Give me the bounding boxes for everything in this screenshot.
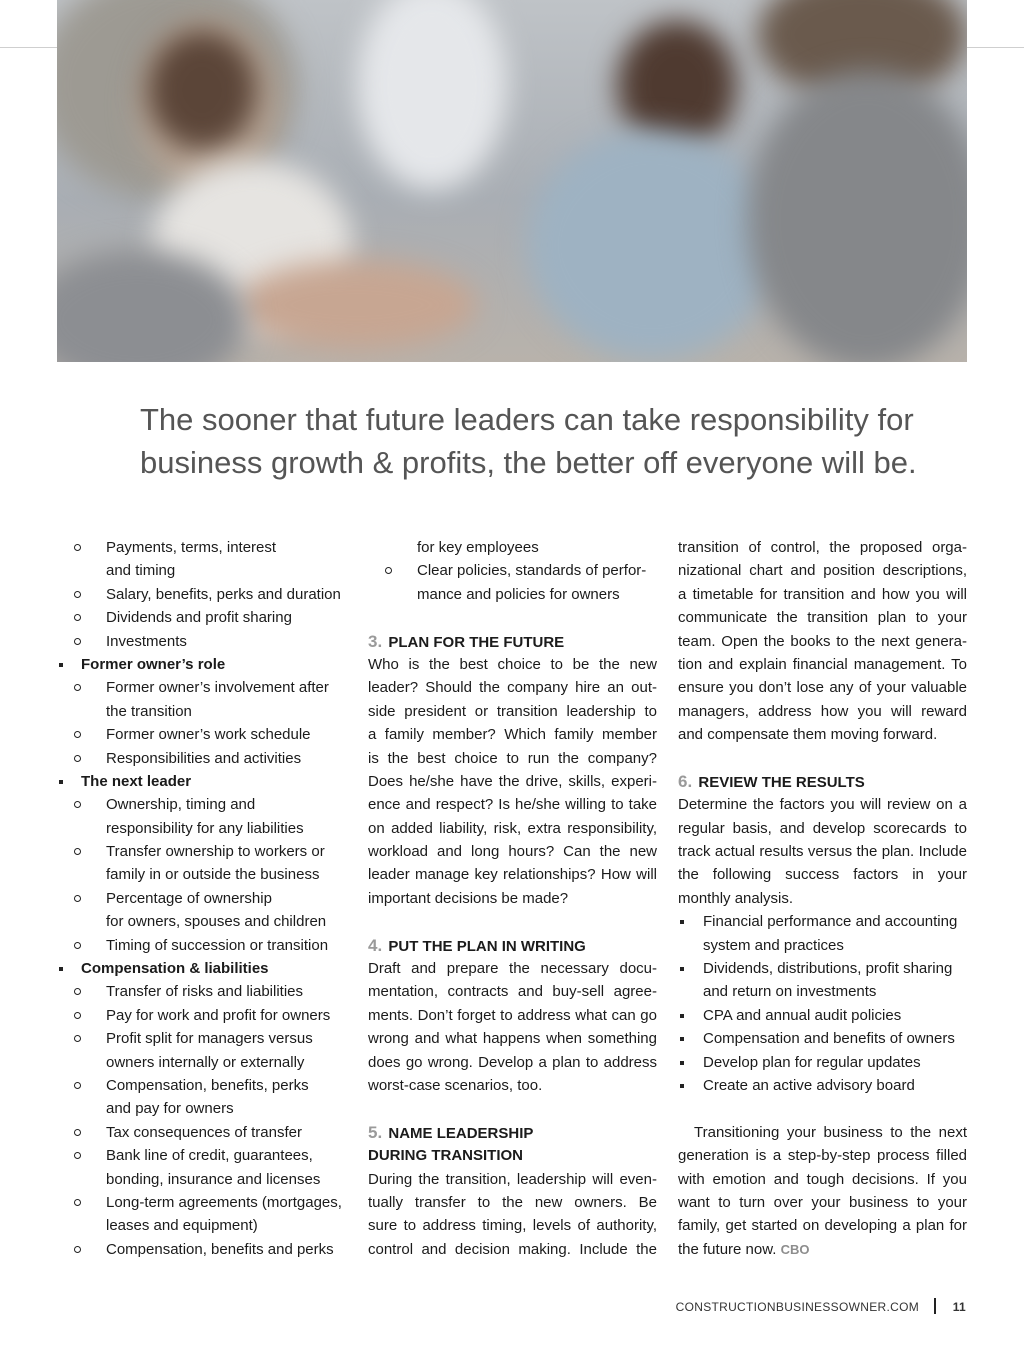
paragraph-line: does go wrong. Develop a plan to address xyxy=(368,1053,657,1071)
paragraph-line: track actual results versus the plan. Include xyxy=(678,843,967,861)
section-title: NAME LEADERSHIP xyxy=(388,1124,534,1142)
section-number: 6. xyxy=(678,771,693,791)
section-title: PLAN FOR THE FUTURE xyxy=(388,633,565,651)
list-item: Compensation, benefits, perks xyxy=(57,1074,357,1097)
section-heading xyxy=(368,630,657,653)
list-item: Compensation and benefits of owners xyxy=(678,1027,967,1050)
pull-quote-line-2: business growth & profits, the better off everyone will be. xyxy=(140,445,917,480)
column-2 xyxy=(368,536,657,1261)
list-item: Tax consequences of transfer xyxy=(57,1121,357,1144)
section-heading xyxy=(678,770,967,793)
list-item: Clear policies, standards of perfor- xyxy=(368,559,657,582)
list-item: Develop plan for regular updates xyxy=(678,1051,967,1074)
cbo-end-mark: CBO xyxy=(780,1241,810,1257)
list-item-cont: system and practices xyxy=(703,936,844,954)
spacer xyxy=(678,1097,967,1120)
list-item: Payments, terms, interest xyxy=(57,536,357,559)
list-heading: Compensation & liabilities xyxy=(57,957,357,980)
paragraph-line: ence and respect? Is he/she willing to take xyxy=(368,796,657,814)
paragraph-line: on added liability, risk, extra responsibility, xyxy=(368,819,657,837)
footer-divider xyxy=(934,1298,936,1314)
list-item: Responsibilities and activities xyxy=(57,747,357,770)
page-footer xyxy=(600,1298,967,1318)
spacer xyxy=(368,606,657,629)
list-item: Profit split for managers versus xyxy=(57,1027,357,1050)
section-number: 3. xyxy=(368,631,383,651)
top-rule-right xyxy=(967,47,1024,48)
paragraph-line: generation is a step-by-step process filled xyxy=(678,1147,967,1165)
paragraph-line: a timetable for transition and how you will xyxy=(678,585,967,603)
list-item: Transfer ownership to workers or xyxy=(57,840,357,863)
list-item-cont: and pay for owners xyxy=(106,1100,234,1118)
pull-quote-line-1: The sooner that future leaders can take responsibility for xyxy=(140,402,914,437)
paragraph-line: a family member? Which family member xyxy=(368,726,657,744)
section-heading xyxy=(368,1121,657,1144)
paragraph-line: and compensate them moving forward. xyxy=(678,726,938,744)
list-item-cont: and timing xyxy=(106,562,176,580)
page-number: 11 xyxy=(952,1300,966,1314)
paragraph-line: tion and explain financial management. To xyxy=(678,655,967,673)
list-item-cont: for key employees xyxy=(417,539,539,556)
list-item-cont: the transition xyxy=(106,702,192,720)
spacer xyxy=(368,1097,657,1120)
paragraph-line: is the best choice to run the company? xyxy=(368,749,657,767)
paragraph-line: worst-case scenarios, too. xyxy=(368,1076,543,1094)
list-item-cont: leases and equipment) xyxy=(106,1217,258,1235)
list-item: Long-term agreements (mortgages, xyxy=(57,1191,357,1214)
list-heading: Former owner’s role xyxy=(57,653,357,676)
paragraph-line: leader? Should the company hire an out- xyxy=(368,679,657,697)
list-item-cont: bonding, insurance and licenses xyxy=(106,1170,321,1188)
paragraph-line: communicate the transition plan to your xyxy=(678,609,967,627)
paragraph-line: regular basis, and develop scorecards to xyxy=(678,819,967,837)
list-item: Former owner’s involvement after xyxy=(57,676,357,699)
section-number: 4. xyxy=(368,935,383,955)
paragraph-line: transition of control, the proposed orga- xyxy=(678,539,967,556)
list-item: Pay for work and profit for owners xyxy=(57,1004,357,1027)
paragraph-line: workload and long hours? Can the new xyxy=(368,843,657,861)
section-number: 5. xyxy=(368,1122,383,1142)
top-rule-left xyxy=(0,47,57,48)
section-heading xyxy=(368,934,657,957)
list-item-cont: family in or outside the business xyxy=(106,866,320,884)
list-item: CPA and annual audit policies xyxy=(678,1004,967,1027)
paragraph-line: mentation, contracts and buy-sell agree- xyxy=(368,983,657,1001)
list-heading: The next leader xyxy=(57,770,357,793)
paragraph-line: Who is the best choice to be the new xyxy=(368,655,657,673)
paragraph-line: control and decision making. Include the xyxy=(368,1240,657,1258)
paragraph-line: the following success factors in your xyxy=(678,866,967,884)
column-3 xyxy=(678,536,967,1261)
footer-site: CONSTRUCTIONBUSINESSOWNER.COM xyxy=(675,1300,919,1314)
paragraph-line: wrong and what happens when something xyxy=(368,1030,657,1048)
list-item: Former owner’s work schedule xyxy=(57,723,357,746)
pull-quote xyxy=(140,398,940,484)
paragraph-line: important decisions be made? xyxy=(368,889,569,907)
list-item: Create an active advisory board xyxy=(678,1074,967,1097)
section-title-cont: DURING TRANSITION xyxy=(368,1147,523,1165)
paragraph-line: side president or transition leadership to xyxy=(368,702,657,720)
paragraph-line: Determine the factors you will review on a xyxy=(678,796,967,814)
spacer xyxy=(368,910,657,933)
list-item: Transfer of risks and liabilities xyxy=(57,980,357,1003)
list-item: Ownership, timing and xyxy=(57,793,357,816)
list-item: Timing of succession or transition xyxy=(57,934,357,957)
section-title: REVIEW THE RESULTS xyxy=(698,773,865,791)
list-item: Bank line of credit, guarantees, xyxy=(57,1144,357,1167)
paragraph-line: tually transfer to the new owners. Be xyxy=(368,1193,657,1211)
paragraph-line: Does he/she have the drive, skills, experi- xyxy=(368,772,657,790)
paragraph-line: nizational chart and position descriptions, xyxy=(678,562,967,580)
closing-text: the future now. xyxy=(678,1240,777,1258)
header-photo xyxy=(57,0,967,362)
list-item: Financial performance and accounting xyxy=(678,910,967,933)
list-item: Salary, benefits, perks and duration xyxy=(57,583,357,606)
column-1 xyxy=(57,536,357,1261)
paragraph-line: sure to address timing, levels of authority, xyxy=(368,1217,657,1235)
list-item-cont: and return on investments xyxy=(703,983,877,1001)
paragraph-line: team. Open the books to the next genera- xyxy=(678,632,967,650)
paragraph-line: ments. Don’t forget to address what can go xyxy=(368,1006,657,1024)
closing-line xyxy=(678,1238,967,1261)
list-item-cont: responsibility for any liabilities xyxy=(106,819,304,837)
list-item: Investments xyxy=(57,630,357,653)
paragraph-line: Draft and prepare the necessary docu- xyxy=(368,960,657,978)
list-item-cont: mance and policies for owners xyxy=(417,585,620,603)
paragraph-line: Transitioning your business to the next xyxy=(694,1123,967,1141)
list-item: Percentage of ownership xyxy=(57,887,357,910)
paragraph-line: want to turn over your business to your xyxy=(678,1193,967,1211)
list-item: Compensation, benefits and perks xyxy=(57,1238,357,1261)
paragraph-line: During the transition, leadership will even- xyxy=(368,1170,657,1188)
spacer xyxy=(678,747,967,770)
list-item-cont: for owners, spouses and children xyxy=(106,913,327,931)
paragraph-line: leader manage key relationships? How will xyxy=(368,866,657,884)
paragraph-line: with emotion and tough decisions. If you xyxy=(678,1170,967,1188)
paragraph-line: monthly analysis. xyxy=(678,889,794,907)
list-item-cont: owners internally or externally xyxy=(106,1053,305,1071)
list-item: Dividends and profit sharing xyxy=(57,606,357,629)
section-title: PUT THE PLAN IN WRITING xyxy=(388,937,586,955)
paragraph-line: managers, address how you will reward xyxy=(678,702,967,720)
paragraph-line: family, get started on developing a plan for xyxy=(678,1217,967,1235)
list-item: Dividends, distributions, profit sharing xyxy=(678,957,967,980)
paragraph-line: ensure you don’t lose any of your valuable xyxy=(678,679,967,697)
